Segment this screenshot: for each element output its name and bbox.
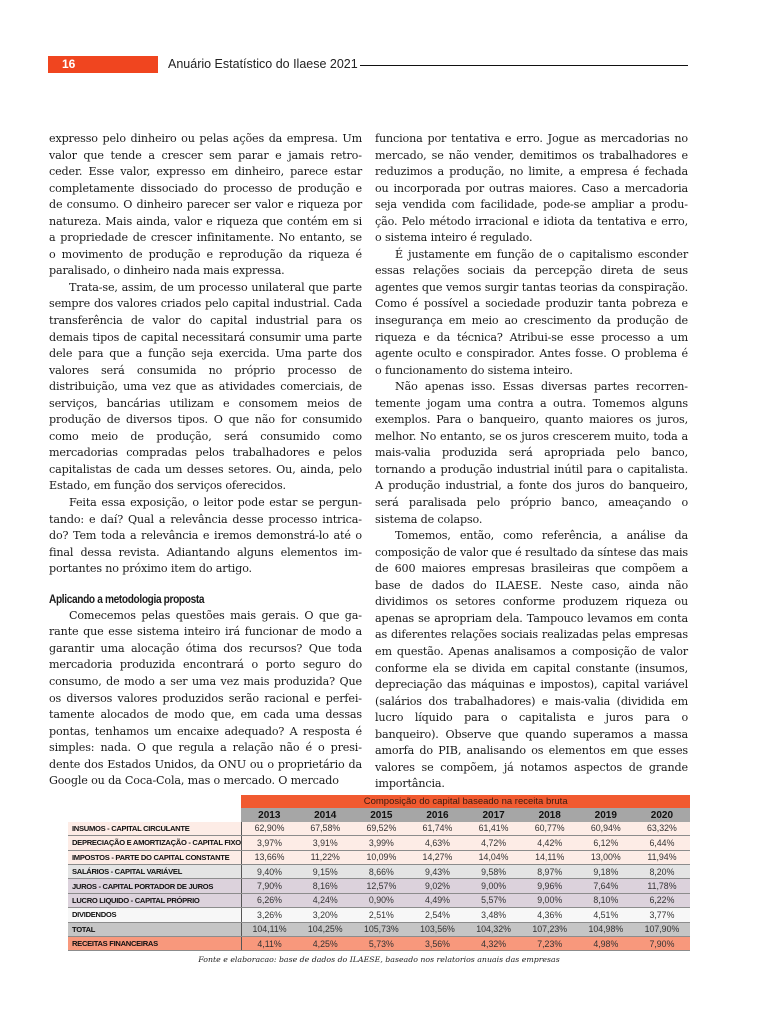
table-cell: 9,40% bbox=[241, 864, 297, 878]
table-cell: 4,49% bbox=[409, 893, 465, 907]
year-header: 2013 bbox=[241, 808, 297, 821]
table-cell: 69,52% bbox=[353, 822, 409, 836]
table-cell: 3,77% bbox=[634, 908, 690, 922]
table-row bbox=[68, 893, 690, 907]
table-cell: 62,90% bbox=[241, 822, 297, 836]
paragraph: Trata-se, assim, de um processo unilateral que parte sempre dos valores criados pelo capital industrial. Cada transferência de valor do capital industrial para os demais tipos de capital necessitará consumir uma parte dele para que a função seja exercida. Uma parte dos valores será consumida no próprio processo de distribuição, uma vez que as atividades comerciais, de serviços, bancárias utilizam e consomem meios de produção de diversos tipos. O que não for consumido como meio de produção, será consumido como mercadorias compradas pelos trabalhadores e pelos capitalistas de cada um desses setores. Ou, ainda, pelo Estado, em função dos serviços oferecidos. bbox=[49, 280, 362, 493]
table-cell: 61,74% bbox=[409, 822, 465, 836]
table-corner bbox=[68, 808, 241, 821]
section-heading: Aplicando a metodologia proposta bbox=[49, 593, 205, 606]
year-header: 2016 bbox=[409, 808, 465, 821]
table-cell: 4,25% bbox=[297, 936, 353, 950]
paragraph: Comecemos pelas questões mais gerais. O que garante que esse sistema inteiro irá funcionar de modo a garantir uma alocação ótima dos recursos? Que toda mercadoria produzida encontrará o porto seguro do consumo, de modo a ser uma vez mais produzida? Que os diversos valores produzidos serão racional e perfeitamente alocados de modo que, em cada uma dessas pontas, tenhamos um encaixe adequado? A resposta é simples: nada. O que regula a relação não é o presidente dos Estados Unidos, da ONU ou o proprietário da Google ou da Coca-Cola, mas o mercado. O mercado bbox=[49, 608, 362, 788]
table-row bbox=[68, 879, 690, 893]
table-title: Composição do capital baseado na receita bruta bbox=[241, 795, 690, 808]
table-cell: 11,94% bbox=[634, 850, 690, 864]
header-rule bbox=[360, 65, 688, 66]
right-column bbox=[375, 131, 688, 793]
row-label: SALÁRIOS - CAPITAL VARIÁVEL bbox=[68, 864, 241, 878]
table-cell: 7,90% bbox=[634, 936, 690, 950]
table-cell: 8,20% bbox=[634, 864, 690, 878]
table-cell: 14,27% bbox=[409, 850, 465, 864]
table-cell: 7,64% bbox=[578, 879, 634, 893]
table-cell: 11,78% bbox=[634, 879, 690, 893]
table-cell: 7,23% bbox=[522, 936, 578, 950]
table-cell: 9,18% bbox=[578, 864, 634, 878]
table-cell: 4,72% bbox=[466, 836, 522, 850]
page-header bbox=[48, 56, 688, 74]
table-row bbox=[68, 822, 690, 836]
left-column bbox=[49, 131, 362, 790]
table-row bbox=[68, 864, 690, 878]
paragraph: expresso pelo dinheiro ou pelas ações da empresa. Um valor que tende a crescer sem parar e jamais retroceder. Esse valor, expresso em dinheiro, parece estar completamente dissociado do processo de produção e de consumo. O dinheiro parecer ser valor e riqueza por natureza. Mais ainda, valor e riqueza que contém em si a propriedade de crescer infinitamente. No entanto, se o movimento de produção e reprodução da riqueza é paralisado, o dinheiro nada mais expressa. bbox=[49, 132, 362, 278]
table-row bbox=[68, 836, 690, 850]
table-row bbox=[68, 908, 690, 922]
table-cell: 4,42% bbox=[522, 836, 578, 850]
year-header: 2019 bbox=[578, 808, 634, 821]
year-header: 2017 bbox=[466, 808, 522, 821]
paragraph: Tomemos, então, como referência, a análise da composição de valor que é resultado da síntese das mais de 600 maiores empresas brasileiras que compõem a base de dados do ILAESE. Neste caso, ainda não dividimos os setores conforme produzem riqueza ou apenas se apropriam dela. Tampouco levamos em conta as diferentes relações sociais realizadas pelas empresas em questão. Apenas analisamos a composição de valor conforme ela se divida em capital constante (insumos, depreciação das máquinas e impostos), capital variável (salários dos trabalhadores) e mais-valia (dividida em lucro líquido para o capitalista e juros para o banqueiro). Observe que quando superamos a massa amorfa do PIB, analisando os elementos em que esses valores se compõem, já notamos aspectos de grande importância. bbox=[375, 529, 688, 791]
table-row bbox=[68, 922, 690, 936]
table-caption: Fonte e elaboracao: base de dados do ILAESE, baseado nos relatorios anuais das empresas bbox=[198, 955, 560, 964]
year-header: 2020 bbox=[634, 808, 690, 821]
table-cell: 4,24% bbox=[297, 893, 353, 907]
table-cell: 107,90% bbox=[634, 922, 690, 936]
table-cell: 104,98% bbox=[578, 922, 634, 936]
table-cell: 9,96% bbox=[522, 879, 578, 893]
table-cell: 3,20% bbox=[297, 908, 353, 922]
table-cell: 60,77% bbox=[522, 822, 578, 836]
table-cell: 9,00% bbox=[466, 879, 522, 893]
table-cell: 9,02% bbox=[409, 879, 465, 893]
row-label: LUCRO LIQUIDO - CAPITAL PRÓPRIO bbox=[68, 893, 241, 907]
row-label: IMPOSTOS - PARTE DO CAPITAL CONSTANTE bbox=[68, 850, 241, 864]
table-cell: 4,36% bbox=[522, 908, 578, 922]
table-cell: 8,16% bbox=[297, 879, 353, 893]
table-cell: 13,00% bbox=[578, 850, 634, 864]
running-title: Anuário Estatístico do Ilaese 2021 bbox=[168, 57, 358, 71]
table-cell: 104,25% bbox=[297, 922, 353, 936]
table-cell: 4,63% bbox=[409, 836, 465, 850]
table-cell: 4,51% bbox=[578, 908, 634, 922]
row-label: JUROS - CAPITAL PORTADOR DE JUROS bbox=[68, 879, 241, 893]
table-cell: 104,11% bbox=[241, 922, 297, 936]
paragraph: É justamente em função de o capitalismo esconder essas relações sociais da percepção direta de seus agentes que vemos surgir tantas teorias da conspiração. Como é possível a sociedade produzir tanta pobreza e insegurança em meio ao crescimento da produção de riqueza e da técnica? Atribui-se esse processo a um agente oculto e conspirador. Antes fosse. O problema é o funcionamento do sistema inteiro. bbox=[375, 247, 688, 377]
table-cell: 13,66% bbox=[241, 850, 297, 864]
table-cell: 6,12% bbox=[578, 836, 634, 850]
table-cell: 4,32% bbox=[466, 936, 522, 950]
row-label: INSUMOS - CAPITAL CIRCULANTE bbox=[68, 822, 241, 836]
paragraph: Feita essa exposição, o leitor pode estar se perguntando: e daí? Qual a relevância desse processo intricado? Tem toda a relevância e iremos demonstrá-lo até o final dessa revista. Adiantando alguns elementos importantes no próximo item do artigo. bbox=[49, 496, 362, 576]
row-label: TOTAL bbox=[68, 922, 241, 936]
table-cell: 103,56% bbox=[409, 922, 465, 936]
table-cell: 3,56% bbox=[409, 936, 465, 950]
table-corner bbox=[68, 795, 241, 808]
table-cell: 5,73% bbox=[353, 936, 409, 950]
table-cell: 105,73% bbox=[353, 922, 409, 936]
table-cell: 9,15% bbox=[297, 864, 353, 878]
year-header: 2015 bbox=[353, 808, 409, 821]
table-cell: 2,51% bbox=[353, 908, 409, 922]
table-cell: 8,97% bbox=[522, 864, 578, 878]
table-cell: 6,22% bbox=[634, 893, 690, 907]
table-cell: 107,23% bbox=[522, 922, 578, 936]
table-cell: 11,22% bbox=[297, 850, 353, 864]
year-header: 2014 bbox=[297, 808, 353, 821]
table-cell: 104,32% bbox=[466, 922, 522, 936]
table-cell: 9,00% bbox=[522, 893, 578, 907]
table-cell: 12,57% bbox=[353, 879, 409, 893]
table-cell: 63,32% bbox=[634, 822, 690, 836]
table-row bbox=[68, 850, 690, 864]
year-header: 2018 bbox=[522, 808, 578, 821]
table-cell: 3,91% bbox=[297, 836, 353, 850]
table-cell: 2,54% bbox=[409, 908, 465, 922]
table-cell: 8,10% bbox=[578, 893, 634, 907]
table-cell: 61,41% bbox=[466, 822, 522, 836]
capital-composition-table bbox=[68, 795, 690, 964]
paragraph: Não apenas isso. Essas diversas partes recorrentemente jogam uma contra a outra. Tomemos alguns exemplos. Para o banqueiro, quanto maiores os juros, melhor. No entanto, se os juros crescerem muito, toda a mais-valia produzida será apropriada pelo banco, tornando a produção industrial inútil para o capitalista. A produção industrial, a fonte dos juros do banqueiro, será paralisada pelo próprio banco, ameaçando o sistema de colapso. bbox=[375, 380, 688, 526]
table-cell: 14,11% bbox=[522, 850, 578, 864]
table-cell: 4,98% bbox=[578, 936, 634, 950]
page-number: 16 bbox=[48, 56, 158, 73]
table-cell: 4,11% bbox=[241, 936, 297, 950]
table-cell: 6,26% bbox=[241, 893, 297, 907]
table-cell: 14,04% bbox=[466, 850, 522, 864]
table-cell: 9,43% bbox=[409, 864, 465, 878]
table-cell: 60,94% bbox=[578, 822, 634, 836]
table-cell: 5,57% bbox=[466, 893, 522, 907]
table-cell: 9,58% bbox=[466, 864, 522, 878]
table-cell: 7,90% bbox=[241, 879, 297, 893]
table-row bbox=[68, 936, 690, 950]
table-cell: 3,99% bbox=[353, 836, 409, 850]
row-label: DEPRECIAÇÃO E AMORTIZAÇÃO - CAPITAL FIXO bbox=[68, 836, 241, 850]
table-cell: 67,58% bbox=[297, 822, 353, 836]
table-cell: 3,48% bbox=[466, 908, 522, 922]
table-cell: 3,26% bbox=[241, 908, 297, 922]
table-cell: 0,90% bbox=[353, 893, 409, 907]
row-label: RECEITAS FINANCEIRAS bbox=[68, 936, 241, 950]
table-cell: 6,44% bbox=[634, 836, 690, 850]
table-cell: 3,97% bbox=[241, 836, 297, 850]
table-cell: 8,66% bbox=[353, 864, 409, 878]
table-cell: 10,09% bbox=[353, 850, 409, 864]
row-label: DIVIDENDOS bbox=[68, 908, 241, 922]
paragraph: funciona por tentativa e erro. Jogue as mercadorias no mercado, se não vender, demitimos os trabalhadores e reduzimos a produção, no limite, a empresa é fechada ou incorporada por outras maiores. Caso a mercadoria seja vendida com facilidade, pode-se ampliar a produção. Pelo método irracional e idiota da tentativa e erro, o sistema inteiro é regulado. bbox=[375, 132, 688, 245]
